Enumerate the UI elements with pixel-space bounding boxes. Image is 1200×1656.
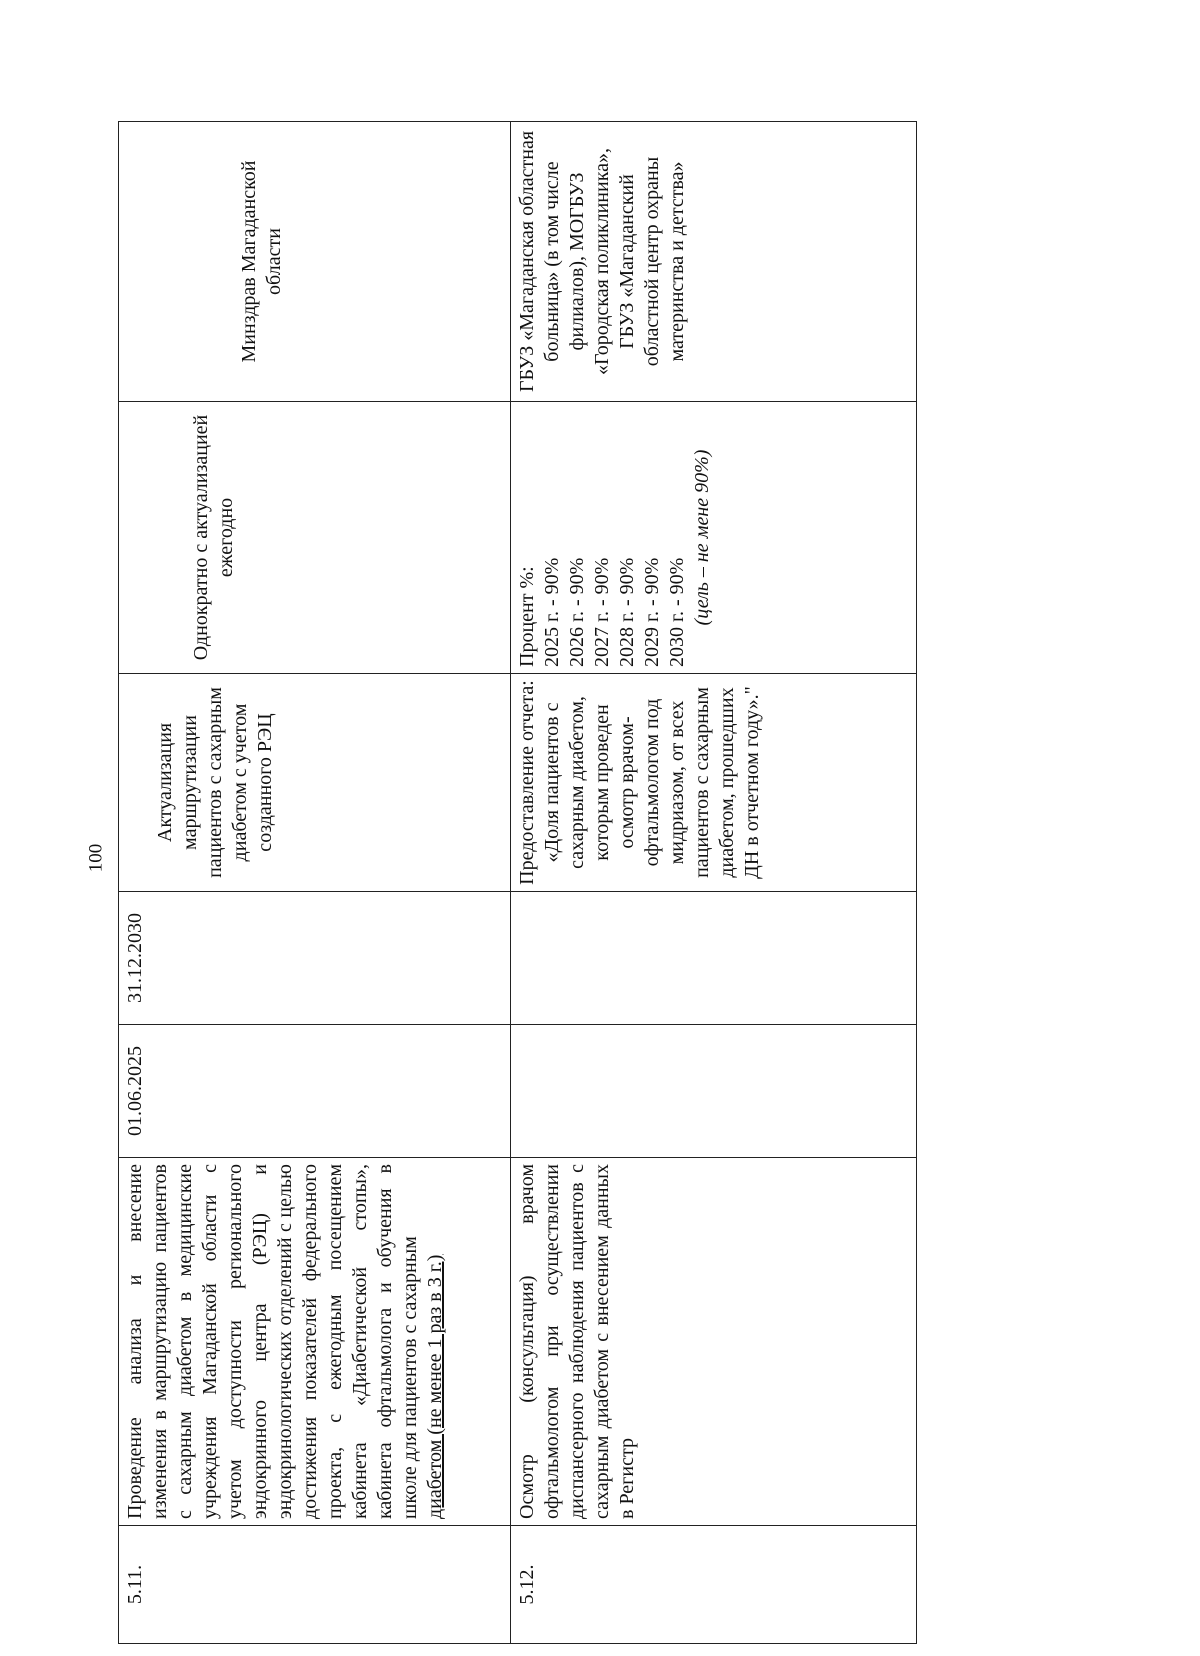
expected-result: Предоставление отчета: «Доля пациентов с сахарным диабетом, которым проведен осмотр врачом-офтальмологом под мидриазом, от всех пациентов с сахарным диабетом, прошедших ДН в отчетном году»." [511, 674, 917, 892]
indicator-line: 2030 г. - 90% [666, 557, 688, 667]
measures-table [118, 121, 917, 1644]
row-number: 5.12. [511, 1526, 917, 1644]
start-date: 01.06.2025 [119, 1025, 511, 1158]
indicator-title: Процент %: [516, 566, 538, 667]
indicator-goal: (цель – не мене 90%) [691, 449, 713, 626]
table-row [511, 122, 917, 1644]
indicator-line: 2025 г. - 90% [541, 557, 563, 667]
indicator-line: 2026 г. - 90% [566, 557, 588, 667]
page-number [78, 828, 114, 888]
indicator [511, 402, 917, 674]
start-date [511, 1025, 917, 1158]
responsible: ГБУЗ «Магаданская областная больница» (в том числе филиалов), МОГБУЗ «Городская поликлиника», ГБУЗ «Магаданский областной центр охраны материнства и детства» [511, 122, 917, 402]
measure-description [119, 1158, 511, 1526]
expected-result: Актуализация маршрутизации пациентов с сахарным диабетом с учетом созданного РЭЦ [119, 674, 511, 892]
page-number-text: 100 [85, 843, 106, 873]
responsible: Минздрав Магаданской области [119, 122, 511, 402]
indicator: Однократно с актуализацией ежегодно [119, 402, 511, 674]
indicator-line: 2029 г. - 90% [641, 557, 663, 667]
row-number: 5.11. [119, 1526, 511, 1644]
description-text: Проведение анализа и внесение изменения в маршрутизацию пациентов с сахарным диабетом в медицинские учреждения Магаданской области с учетом доступности регионального эндокринного центра (РЭЦ) и эндокринологических отделений с целью достижения показателей федерального проекта, с ежегодным посещением кабинета «Диабетической стопы», кабинета офтальмолога и обучения в школе для пациентов с сахарным [124, 1164, 421, 1519]
indicator-line: 2028 г. - 90% [616, 557, 638, 667]
end-date: 31.12.2030 [119, 892, 511, 1025]
indicator-line: 2027 г. - 90% [591, 557, 613, 667]
end-date [511, 892, 917, 1025]
measure-description: Осмотр (консультация) врачом офтальмологом при осуществлении диспансерного наблюдения пациентов с сахарным диабетом с внесением данных в Регистр [511, 1158, 917, 1526]
rotated-table-page [118, 122, 916, 1644]
description-tail: диабетом (не менее 1 раз в 3 г.) [424, 1254, 446, 1519]
table-row [119, 122, 511, 1644]
